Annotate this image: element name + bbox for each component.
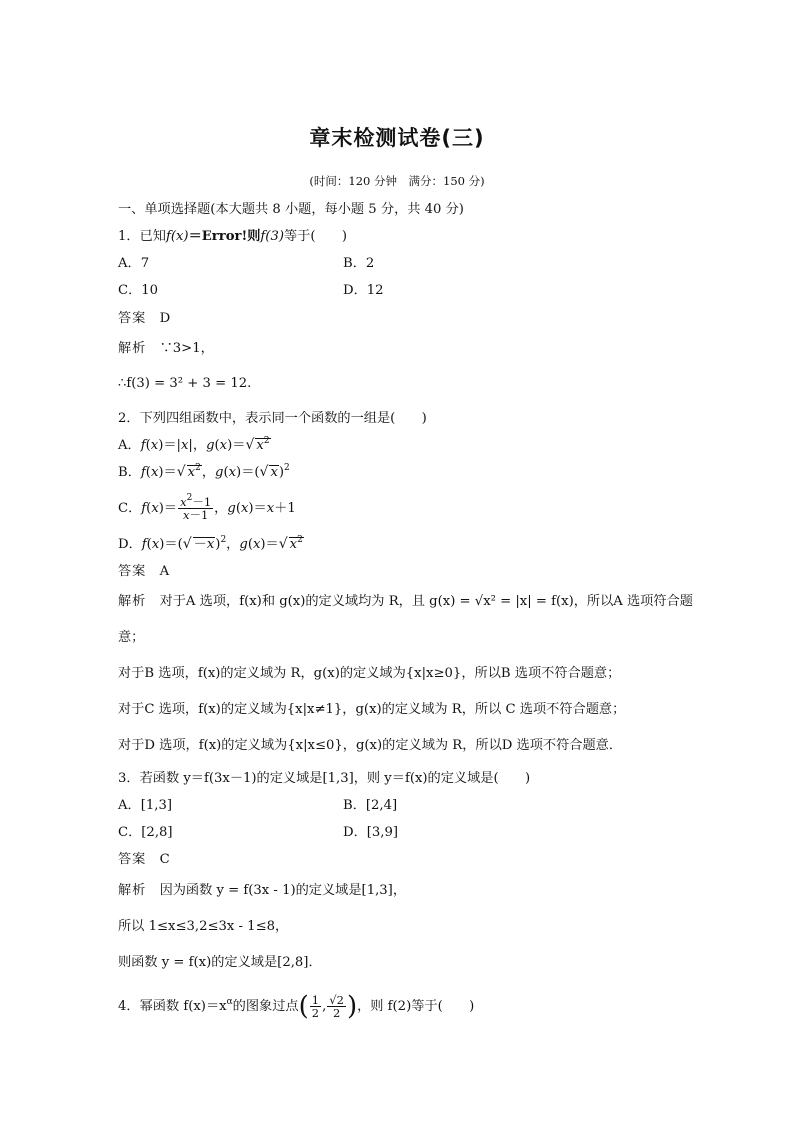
question-1-stem: 1．已知f(x)＝Error!则f(3)等于( ) [118, 229, 348, 244]
option-b: B．[2,4] [343, 798, 398, 813]
exam-info: (时间：120 分钟 满分：150 分) [309, 174, 485, 188]
answer-line: 答案 C [118, 852, 170, 867]
option-a: A．[1,3] [118, 798, 172, 813]
analysis-line: 对于D 选项，f(x)的定义域为{x|x≤0}，g(x)的定义域为 R，所以D 选项不符合题意． [118, 738, 623, 753]
option-b: B．2 [343, 256, 375, 271]
option-c: C．[2,8] [118, 825, 173, 840]
analysis-line: 解析 因为函数 y = f(3x - 1)的定义域是[1,3]， [118, 883, 407, 898]
analysis-line: 所以 1≤x≤3,2≤3x - 1≤8， [118, 919, 289, 934]
option-d: D．[3,9] [343, 825, 399, 840]
option-a: A．7 [118, 256, 150, 271]
page-title: 章末检测试卷(三) [309, 126, 485, 150]
option-b-formula: B．f(x)＝√ $x^2$，g(x)＝(√ x)$^2$ [118, 463, 290, 480]
analysis-line: 意； [118, 630, 145, 645]
analysis-line: 则函数 y = f(x)的定义域是[2,8]． [118, 955, 322, 970]
option-c: C．10 [118, 283, 159, 298]
analysis-line: 对于C 选项，f(x)的定义域为{x|x≠1}，g(x)的定义域为 R，所以 C 选项不符合题意； [118, 702, 626, 717]
question-3-stem: 3．若函数 y＝f(3x－1)的定义域是[1,3]，则 y＝f(x)的定义域是( ) [118, 771, 531, 786]
option-d-formula: D．f(x)＝(√ －x)$^2$，g(x)＝√ $x^2$ [118, 535, 303, 552]
answer-line: 答案 D [118, 311, 171, 326]
question-4-stem: 4．幂函数 $f(x)=x^\alpha$的图象过点( $\frac{1}{2}$ , $\frac{√2}{2}$ )，则 f(2)等于( ) [118, 991, 475, 1022]
section-heading: 一、单项选择题(本大题共 8 小题，每小题 5 分，共 40 分) [118, 202, 464, 217]
option-d: D．12 [343, 283, 384, 298]
analysis-line: ∴f(3) = 3² + 3 = 12. [118, 376, 252, 391]
question-2-stem: 2．下列四组函数中，表示同一个函数的一组是( ) [118, 411, 427, 426]
option-c-formula: C．f(x)＝ $\frac{x^2-1}{x-1}$ ，g(x)＝x＋1 [118, 493, 296, 522]
answer-line: 答案 A [118, 564, 170, 579]
analysis-line: 解析 对于A 选项，f(x)和 g(x)的定义域均为 R，且 g(x) = √x² = |x| = f(x)，所以A 选项符合题 [118, 594, 693, 609]
analysis-line: 对于B 选项，f(x)的定义域为 R，g(x)的定义域为{x|x≥0}，所以B 选项不符合题意； [118, 666, 621, 681]
option-a-formula: A．f(x)＝|x|，g(x)＝√ $x^2$ [118, 436, 270, 453]
analysis-line: 解析 ∵3>1， [118, 341, 214, 356]
